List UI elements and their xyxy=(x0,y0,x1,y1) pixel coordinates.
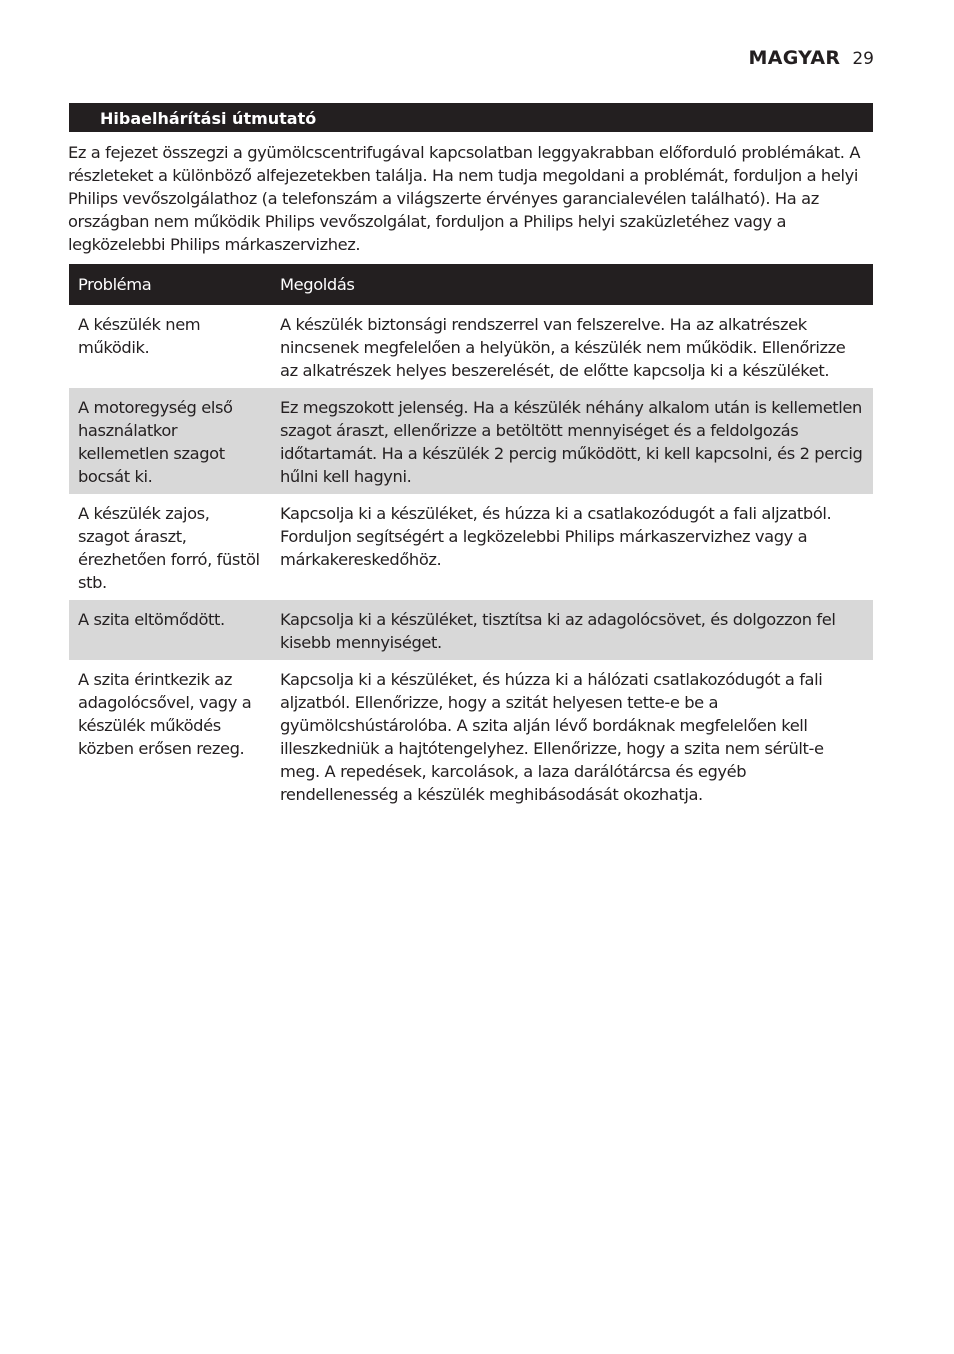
table-row xyxy=(69,600,873,660)
table-row xyxy=(69,388,873,494)
column-header-solution: Megoldás xyxy=(270,264,873,305)
problem-cell: A készülék zajos, szagot áraszt, érezhetően forró, füstöl stb. xyxy=(78,504,260,592)
problem-cell: A szita eltömődött. xyxy=(69,600,270,660)
solution-cell: Kapcsolja ki a készüléket, és húzza ki a hálózati csatlakozódugót a fali aljzatból. Ellenőrizze, hogy a szitát helyesen tette-e be a gyümölcshústárolóba. A szita alján lévő bordáknak megfelelően kell illeszkedniük a hajtótengelyhez. Ellenőrizze, hogy a szita nem sérült-e meg. A repedések, karcolások, a laza darálótárcsa és egyéb rendellenesség a készülék meghibásodását okozhatja. xyxy=(280,670,824,804)
page-header xyxy=(748,47,874,69)
problem-cell: A szita érintkezik az adagolócsővel, vagy a készülék működés közben erősen rezeg. xyxy=(78,670,252,758)
page-number: 29 xyxy=(852,49,874,69)
table-header-row xyxy=(69,264,873,305)
problem-cell: A készülék nem működik. xyxy=(78,315,201,357)
column-header-problem: Probléma xyxy=(69,264,270,305)
solution-cell: Ez megszokott jelenség. Ha a készülék néhány alkalom után is kellemetlen szagot áraszt, ellenőrizze a betöltött mennyiséget és a feldolgozás időtartamát. Ha a készülék 2 percig működött, ki kell kapcsolni, és 2 percig hűlni kell hagyni. xyxy=(270,388,873,494)
table-row xyxy=(69,660,873,812)
language-label: MAGYAR xyxy=(748,47,841,69)
table-row xyxy=(69,494,873,600)
solution-cell: Kapcsolja ki a készüléket, tisztítsa ki az adagolócsövet, és dolgozzon fel kisebb mennyiséget. xyxy=(270,600,873,660)
section-title-bar xyxy=(69,103,873,132)
solution-cell: Kapcsolja ki a készüléket, és húzza ki a csatlakozódugót a fali aljzatból. Forduljon segítségért a legközelebbi Philips márkaszervizhez vagy a márkakereskedőhöz. xyxy=(280,504,832,569)
intro-paragraph: Ez a fejezet összegzi a gyümölcscentrifugával kapcsolatban leggyakrabban előforduló problémákat. A részleteket a különböző alfejezetekben találja. Ha nem tudja megoldani a problémát, forduljon a helyi Philips vevőszolgálathoz (a telefonszám a világszerte érvényes garancialevélen található). Ha az országban nem működik Philips vevőszolgálat, forduljon a Philips helyi szaküzletéhez vagy a legközelebbi Philips márkaszervizhez. xyxy=(68,143,861,254)
section-title: Hibaelhárítási útmutató xyxy=(100,109,317,128)
problem-cell: A motoregység első használatkor kellemetlen szagot bocsát ki. xyxy=(69,388,270,494)
troubleshooting-table xyxy=(69,264,873,812)
table-row xyxy=(69,305,873,388)
solution-cell: A készülék biztonsági rendszerrel van felszerelve. Ha az alkatrészek nincsenek megfelelően a helyükön, a készülék nem működik. Ellenőrizze az alkatrészek helyes beszerelését, de előtte kapcsolja ki a készüléket. xyxy=(280,315,846,380)
